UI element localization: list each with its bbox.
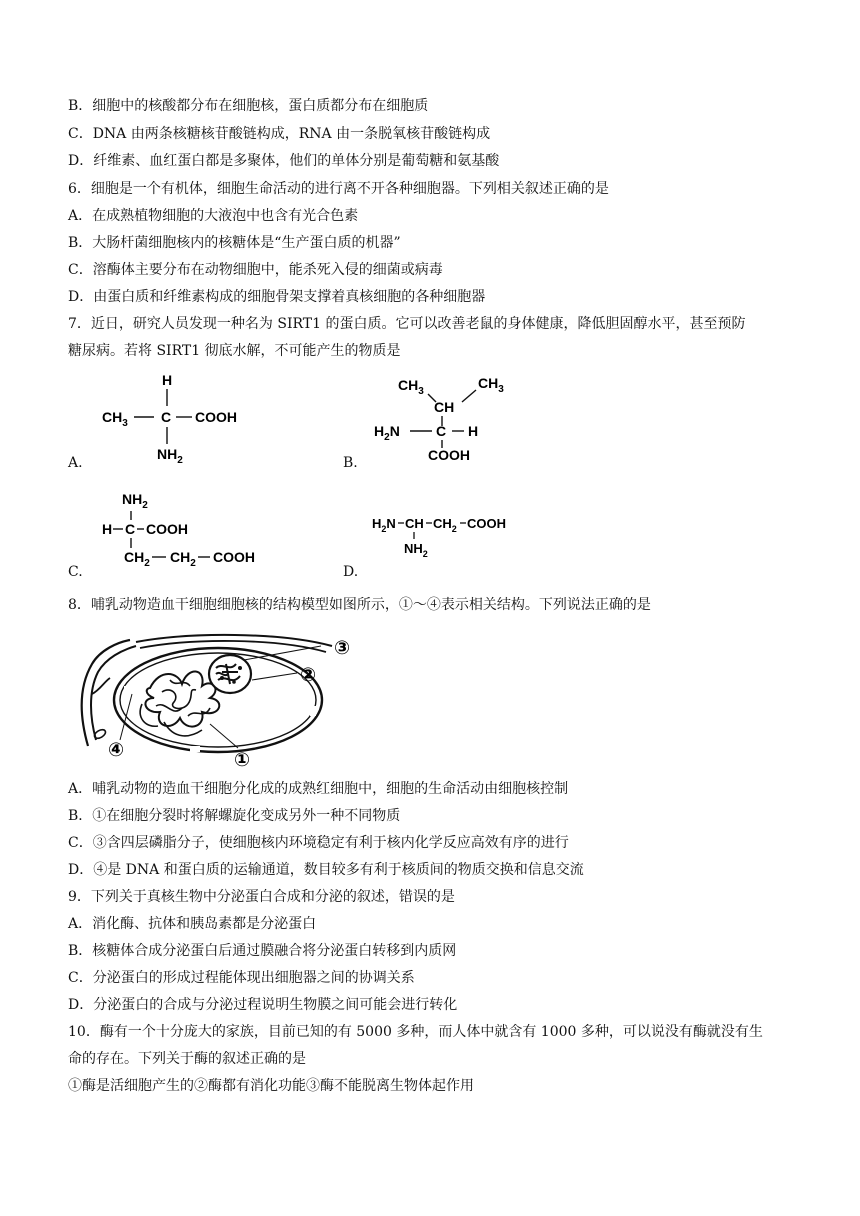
subscript: 2 [177, 455, 183, 464]
nucleus-diagram [70, 628, 360, 772]
text-line: D．④是 DNA 和蛋白质的运输通道，数目较多有利于核质间的物质交换和信息交流 [68, 862, 584, 878]
text-line: D．纤维素、血红蛋白都是多聚体，他们的单体分别是葡萄糖和氨基酸 [68, 153, 500, 169]
atom-nh: NH [404, 541, 423, 556]
atom-c: C [125, 521, 136, 537]
atom-ch3: CH [478, 375, 499, 391]
structure-d [372, 512, 522, 572]
text-line: ①酶是活细胞产生的②酶都有消化功能③酶不能脱离生物体起作用 [68, 1078, 474, 1094]
text-line: C．DNA 由两条核糖核苷酸链构成，RNA 由一条脱氧核苷酸链构成 [68, 126, 491, 142]
structure-b [372, 374, 532, 466]
subscript: 2 [381, 524, 387, 534]
text-line: C．溶酶体主要分布在动物细胞中，能杀死入侵的细菌或病毒 [68, 262, 443, 278]
text-line: C．分泌蛋白的形成过程能体现出细胞器之间的协调关系 [68, 970, 415, 986]
subscript: 2 [190, 558, 196, 569]
atom-ch2: CH [170, 549, 191, 565]
svg-text:H2N [374, 423, 400, 443]
label-4: ④ [108, 740, 125, 761]
atom-cooh: COOH [146, 521, 188, 537]
atom-c: C [436, 423, 447, 439]
atom-ch3: CH [102, 409, 123, 425]
text-line: D．分泌蛋白的合成与分泌过程说明生物膜之间可能会进行转化 [68, 997, 458, 1013]
atom-nh: NH [157, 446, 178, 462]
atom-cooh: COOH [467, 516, 506, 531]
label-1: ① [234, 750, 251, 771]
text-line: A．哺乳动物的造血干细胞分化成的成熟红细胞中，细胞的生命活动由细胞核控制 [68, 781, 569, 797]
atom-h: H [468, 423, 479, 439]
option-d-label: D. [343, 564, 359, 580]
atom-c: C [161, 409, 172, 425]
atom-ch: CH [434, 399, 455, 415]
svg-text:CH3 [102, 409, 128, 429]
label-2: ② [300, 665, 317, 686]
text-line: A．在成熟植物细胞的大液泡中也含有光合色素 [68, 208, 359, 224]
subscript: 2 [422, 549, 428, 559]
atom-ch2: CH [124, 549, 145, 565]
subscript: 3 [418, 386, 424, 397]
svg-text:CH3 [478, 375, 504, 395]
text-line: B．大肠杆菌细胞核内的核糖体是“生产蛋白质的机器” [68, 235, 401, 251]
text-line: B．①在细胞分裂时将解螺旋化变成另外一种不同物质 [68, 808, 401, 824]
svg-text:NH2 [157, 446, 183, 464]
structure-c [100, 488, 265, 574]
svg-text:CH2 [124, 549, 150, 569]
question-9: 9．下列关于真核生物中分泌蛋白合成和分泌的叙述，错误的是 [68, 889, 455, 905]
atom-cooh: COOH [213, 549, 255, 565]
option-b-label: B. [343, 455, 358, 471]
atom-ch3: CH [398, 377, 419, 393]
subscript: 3 [122, 418, 128, 429]
question-8: 8．哺乳动物造血干细胞细胞核的结构模型如图所示，①～④表示相关结构。下列说法正确的是 [68, 597, 651, 613]
atom-cooh: COOH [428, 447, 470, 463]
svg-text:CH2 [170, 549, 196, 569]
label-3: ③ [334, 638, 351, 659]
subscript: 2 [451, 524, 457, 534]
atom-n: N [386, 516, 396, 531]
text-line: B．细胞中的核酸都分布在细胞核，蛋白质都分布在细胞质 [68, 98, 429, 114]
subscript: 2 [384, 432, 390, 443]
atom-ch: CH [405, 516, 424, 531]
question-6: 6．细胞是一个有机体，细胞生命活动的进行离不开各种细胞器。下列相关叙述正确的是 [68, 181, 609, 197]
question-10: 10．酶有一个十分庞大的家族，目前已知的有 5000 多种，而人体中就含有 1000 多种，可以说没有酶就没有生 [68, 1024, 763, 1040]
subscript: 3 [498, 384, 504, 395]
svg-text:NH2 [122, 491, 148, 511]
text-line: 糖尿病。若将 SIRT1 彻底水解，不可能产生的物质是 [68, 343, 401, 359]
text-line: B．核糖体合成分泌蛋白后通过膜融合将分泌蛋白转移到内质网 [68, 943, 457, 959]
atom-h: H [102, 521, 113, 537]
structure-a [100, 370, 260, 464]
svg-text:NH2 [404, 541, 428, 559]
option-a-label: A. [68, 455, 83, 471]
atom-n: N [389, 423, 400, 439]
question-7: 7．近日，研究人员发现一种名为 SIRT1 的蛋白质。它可以改善老鼠的身体健康，降低胆固醇水平，甚至预防 [68, 316, 746, 332]
atom-cooh: COOH [195, 409, 237, 425]
svg-text:H2N [372, 516, 396, 534]
option-c-label: C. [68, 564, 83, 580]
text-line: D．由蛋白质和纤维素构成的细胞骨架支撑着真核细胞的各种细胞器 [68, 289, 486, 305]
atom-h2n: H [374, 423, 385, 439]
svg-text:CH3 [398, 377, 424, 397]
atom-nh: NH [122, 491, 143, 507]
text-line: C．③含四层磷脂分子，使细胞核内环境稳定有利于核内化学反应高效有序的进行 [68, 835, 569, 851]
text-line: A．消化酶、抗体和胰岛素都是分泌蛋白 [68, 916, 317, 932]
subscript: 2 [144, 558, 150, 569]
atom-h2n: H [372, 516, 382, 531]
subscript: 2 [142, 500, 148, 511]
svg-text:CH2 [433, 516, 457, 534]
atom-ch2: CH [433, 516, 452, 531]
text-line: 命的存在。下列关于酶的叙述正确的是 [68, 1051, 306, 1067]
atom-h: H [162, 372, 173, 388]
